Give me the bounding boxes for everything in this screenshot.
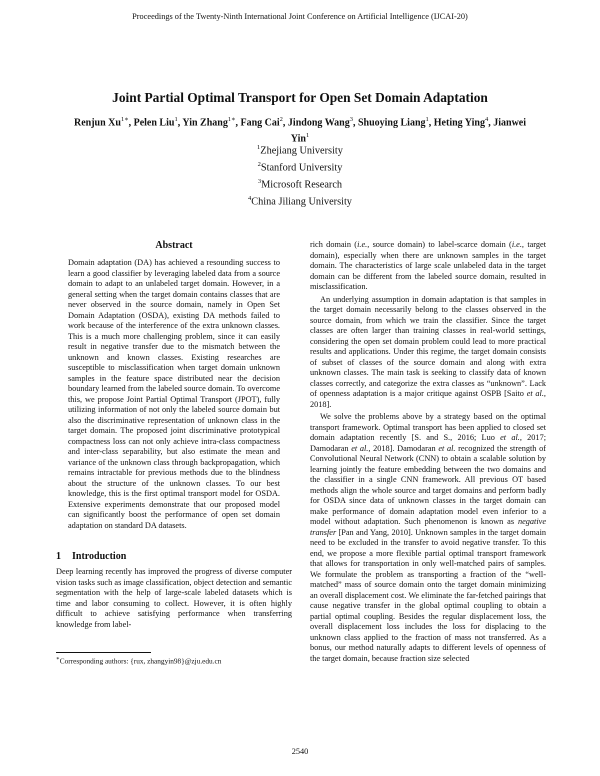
affiliation: $^4$China Jiliang University [248, 195, 352, 208]
author-name: Yin Zhang [182, 117, 228, 129]
affiliation: $^3$Microsoft Research [257, 178, 343, 191]
right-column [310, 240, 546, 664]
author-sup: 1 [174, 116, 178, 123]
paragraph: An underlying assumption in domain adaptation is that samples in the target domain necessarily belong to the classes observed in the source domain, from which we train the classifier. Since the target classes are often larger than training classes in real-world settings, considering the open set domain problem could lead to more practical results and applications. Under this regime, the target domain consists of subset of classes of the source domain and along with extra unknown classes. The main task is seeking to classify data of known classes correctly, and categorize the extra classes as “unknown”. Lack of openness adaptation is a major critique against OSPB [Saito et al., 2018]. [310, 294, 546, 409]
section-heading-introduction [56, 551, 292, 562]
author-sup: 1 [305, 132, 310, 140]
author-name: Shuoying Liang [357, 117, 426, 129]
abstract-text: Domain adaptation (DA) has achieved a resounding success to learn a good classifier by leveraging labeled data from a source domain to adapt to an unlabeled target domain. However, in a general setting when the target domain contains classes that are never observed in the source domain, namely in Open Set Domain Adaptation (OSDA), existing DA methods failed to work because of the interference of the extra unknown classes. This is a much more challenging problem, since it can easily result in negative transfer due to the mismatch between the unknown and known classes. Existing researches are susceptible to misclassification when target domain unknown samples in the feature space distributed near the decision boundary learned from the labeled source domain. To overcome this, we propose Joint Partial Optimal Transport (JPOT), fully utilizing information of not only the labeled source domain but also the discriminative representation of unknown class in the target domain. The proposed joint discriminative prototypical compactness loss can not only achieve intra-class compactness and inter-class separability, but also estimate the mean and variance of the unknown class through backpropagation, which remains intractable for previous methods due to the blindness about the structure of the unknown classes. To our best knowledge, this is the first optimal transport model for OSDA. Extensive experiments demonstrate that our proposed model can significantly boost the performance of open set domain adaptation on standard DA datasets. [68, 258, 280, 530]
author-sup: 1∗ [227, 116, 236, 123]
author-sup: 1∗ [120, 116, 129, 123]
author-name: Heting Ying [433, 117, 485, 129]
affiliation: $^1$Zhejiang University [257, 144, 343, 157]
page-number: 2540 [291, 747, 309, 756]
author-name: Pelen Liu [133, 117, 175, 129]
author-name: Jianwei Yin [290, 117, 527, 145]
footnote-rule [56, 652, 151, 653]
affiliation-list [0, 141, 600, 209]
author-name: Jindong Wang [287, 117, 350, 129]
abstract-heading: Abstract [155, 240, 193, 251]
author-sup: 3 [349, 116, 353, 123]
author-name: Renjun Xu [73, 117, 121, 129]
footnote: ∗Corresponding authors: {rux, zhangyin98}@zju.edu.cn [56, 656, 222, 666]
author-sup: 4 [484, 116, 489, 123]
intro-paragraph: Deep learning recently has improved the progress of diverse computer vision tasks such as image classification, object detection and semantic segmentation with the help of large-scale labeled datasets which is time and labor consuming to collect. However, it is often highly difficult to achieve satisfying performance when transferring knowledge from label- [56, 567, 292, 629]
paragraph: We solve the problems above by a strategy based on the optimal transport framework. Optimal transport has been applied to closed set domain adaptation recently [S. and S., 2016; Luo et al., 2017; Damodaran et al., 2018]. Damodaran et al. recognized the strength of Convolutional Neural Network (CNN) to obtain a scalable solution by learning jointly the feature embedding between the two domains and the classifier in a single CNN framework. All previous OT based methods align the whole source and target domains and perform badly for OSDA since data of unknown classes in the target domain can make performance of domain adaptation model even inferior to a model without adaptation. Such phenomenon is known as negative transfer [Pan and Yang, 2010]. Unknown samples in the target domain need to be excluded in the transfer to avoid negative transfer. To this end, we propose a more flexible partial optimal transport framework that allows for transportation in only well-matched pairs of samples. We formulate the problem as transporting a fraction of the “well-matched” mass of source domain onto the target domain minimizing an overall displacement cost. We eliminate the far-fetched pairings that cause negative transfer in the global optimal coupling to obtain a partial optimal coupling. Besides the regular displacement loss, the overall displacement loss includes the loss for displacing to the unknown class applied to the fraction of mass not transferred. As a bonus, our method naturally adapts to different levels of openness of the target domain, because fraction size selected [310, 412, 546, 663]
author-sup: 1 [425, 116, 429, 123]
section-title: Introduction [72, 551, 127, 562]
paper-title: Joint Partial Optimal Transport for Open Set Domain Adaptation [112, 90, 488, 105]
left-column [56, 240, 292, 630]
author-name: Fang Cai [240, 117, 280, 129]
affiliation: $^2$Stanford University [257, 161, 343, 174]
author-sup: 2 [279, 116, 283, 123]
paragraph: rich domain (i.e., source domain) to label-scarce domain (i.e., target domain), especially when there are unknown samples in the target domain. The characteristics of large scale unlabeled data in the target domain can be different from the labeled source domain, resulted in misclassification. [310, 240, 546, 291]
section-number: 1 [56, 551, 61, 562]
proceedings-header: Proceedings of the Twenty-Ninth International Joint Conference on Artificial Intelligence (IJCAI-20) [132, 12, 468, 21]
author-list: Renjun $Xu^{1∗}$, Pelen Liu$^1$, Yin Zhang$^{1∗}$, Fang Cai$^2$, Jindong Wang$^3$, Shuoying Liang$^1$, Heting Ying$^4$, Jianwei Yin$^1$ [73, 116, 527, 145]
